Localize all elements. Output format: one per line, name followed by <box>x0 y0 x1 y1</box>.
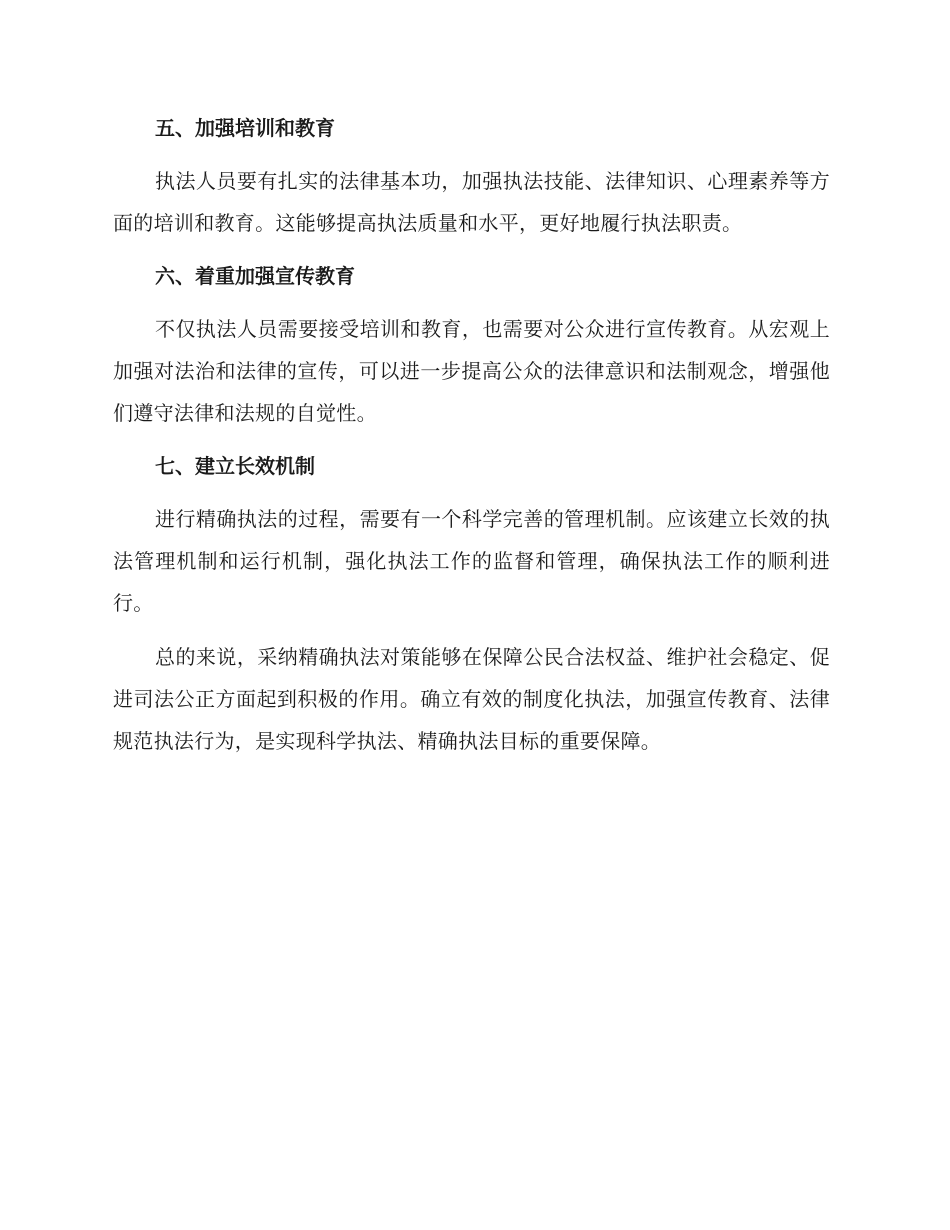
section-heading-publicity: 六、着重加强宣传教育 <box>155 264 355 288</box>
conclusion-paragraph: 总的来说，采纳精确执法对策能够在保障公民合法权益、维护社会稳定、促进司法公正方面起到积极的作用。确立有效的制度化执法，加强宣传教育、法律规范执法行为，是实现科学执法、精确执法目标的重要保障。 <box>113 645 830 753</box>
section-heading-training: 五、加强培训和教育 <box>155 116 335 140</box>
section-paragraph-publicity: 不仅执法人员需要接受培训和教育，也需要对公众进行宣传教育。从宏观上加强对法治和法律的宣传，可以进一步提高公众的法律意识和法制观念，增强他们遵守法律和法规的自觉性。 <box>113 317 830 425</box>
document-body <box>113 108 830 762</box>
section-paragraph-training: 执法人员要有扎实的法律基本功，加强执法技能、法律知识、心理素养等方面的培训和教育。这能够提高执法质量和水平，更好地履行执法职责。 <box>113 169 830 235</box>
section-heading-mechanism: 七、建立长效机制 <box>155 454 315 478</box>
section-paragraph-mechanism: 进行精确执法的过程，需要有一个科学完善的管理机制。应该建立长效的执法管理机制和运行机制，强化执法工作的监督和管理，确保执法工作的顺利进行。 <box>113 507 830 615</box>
